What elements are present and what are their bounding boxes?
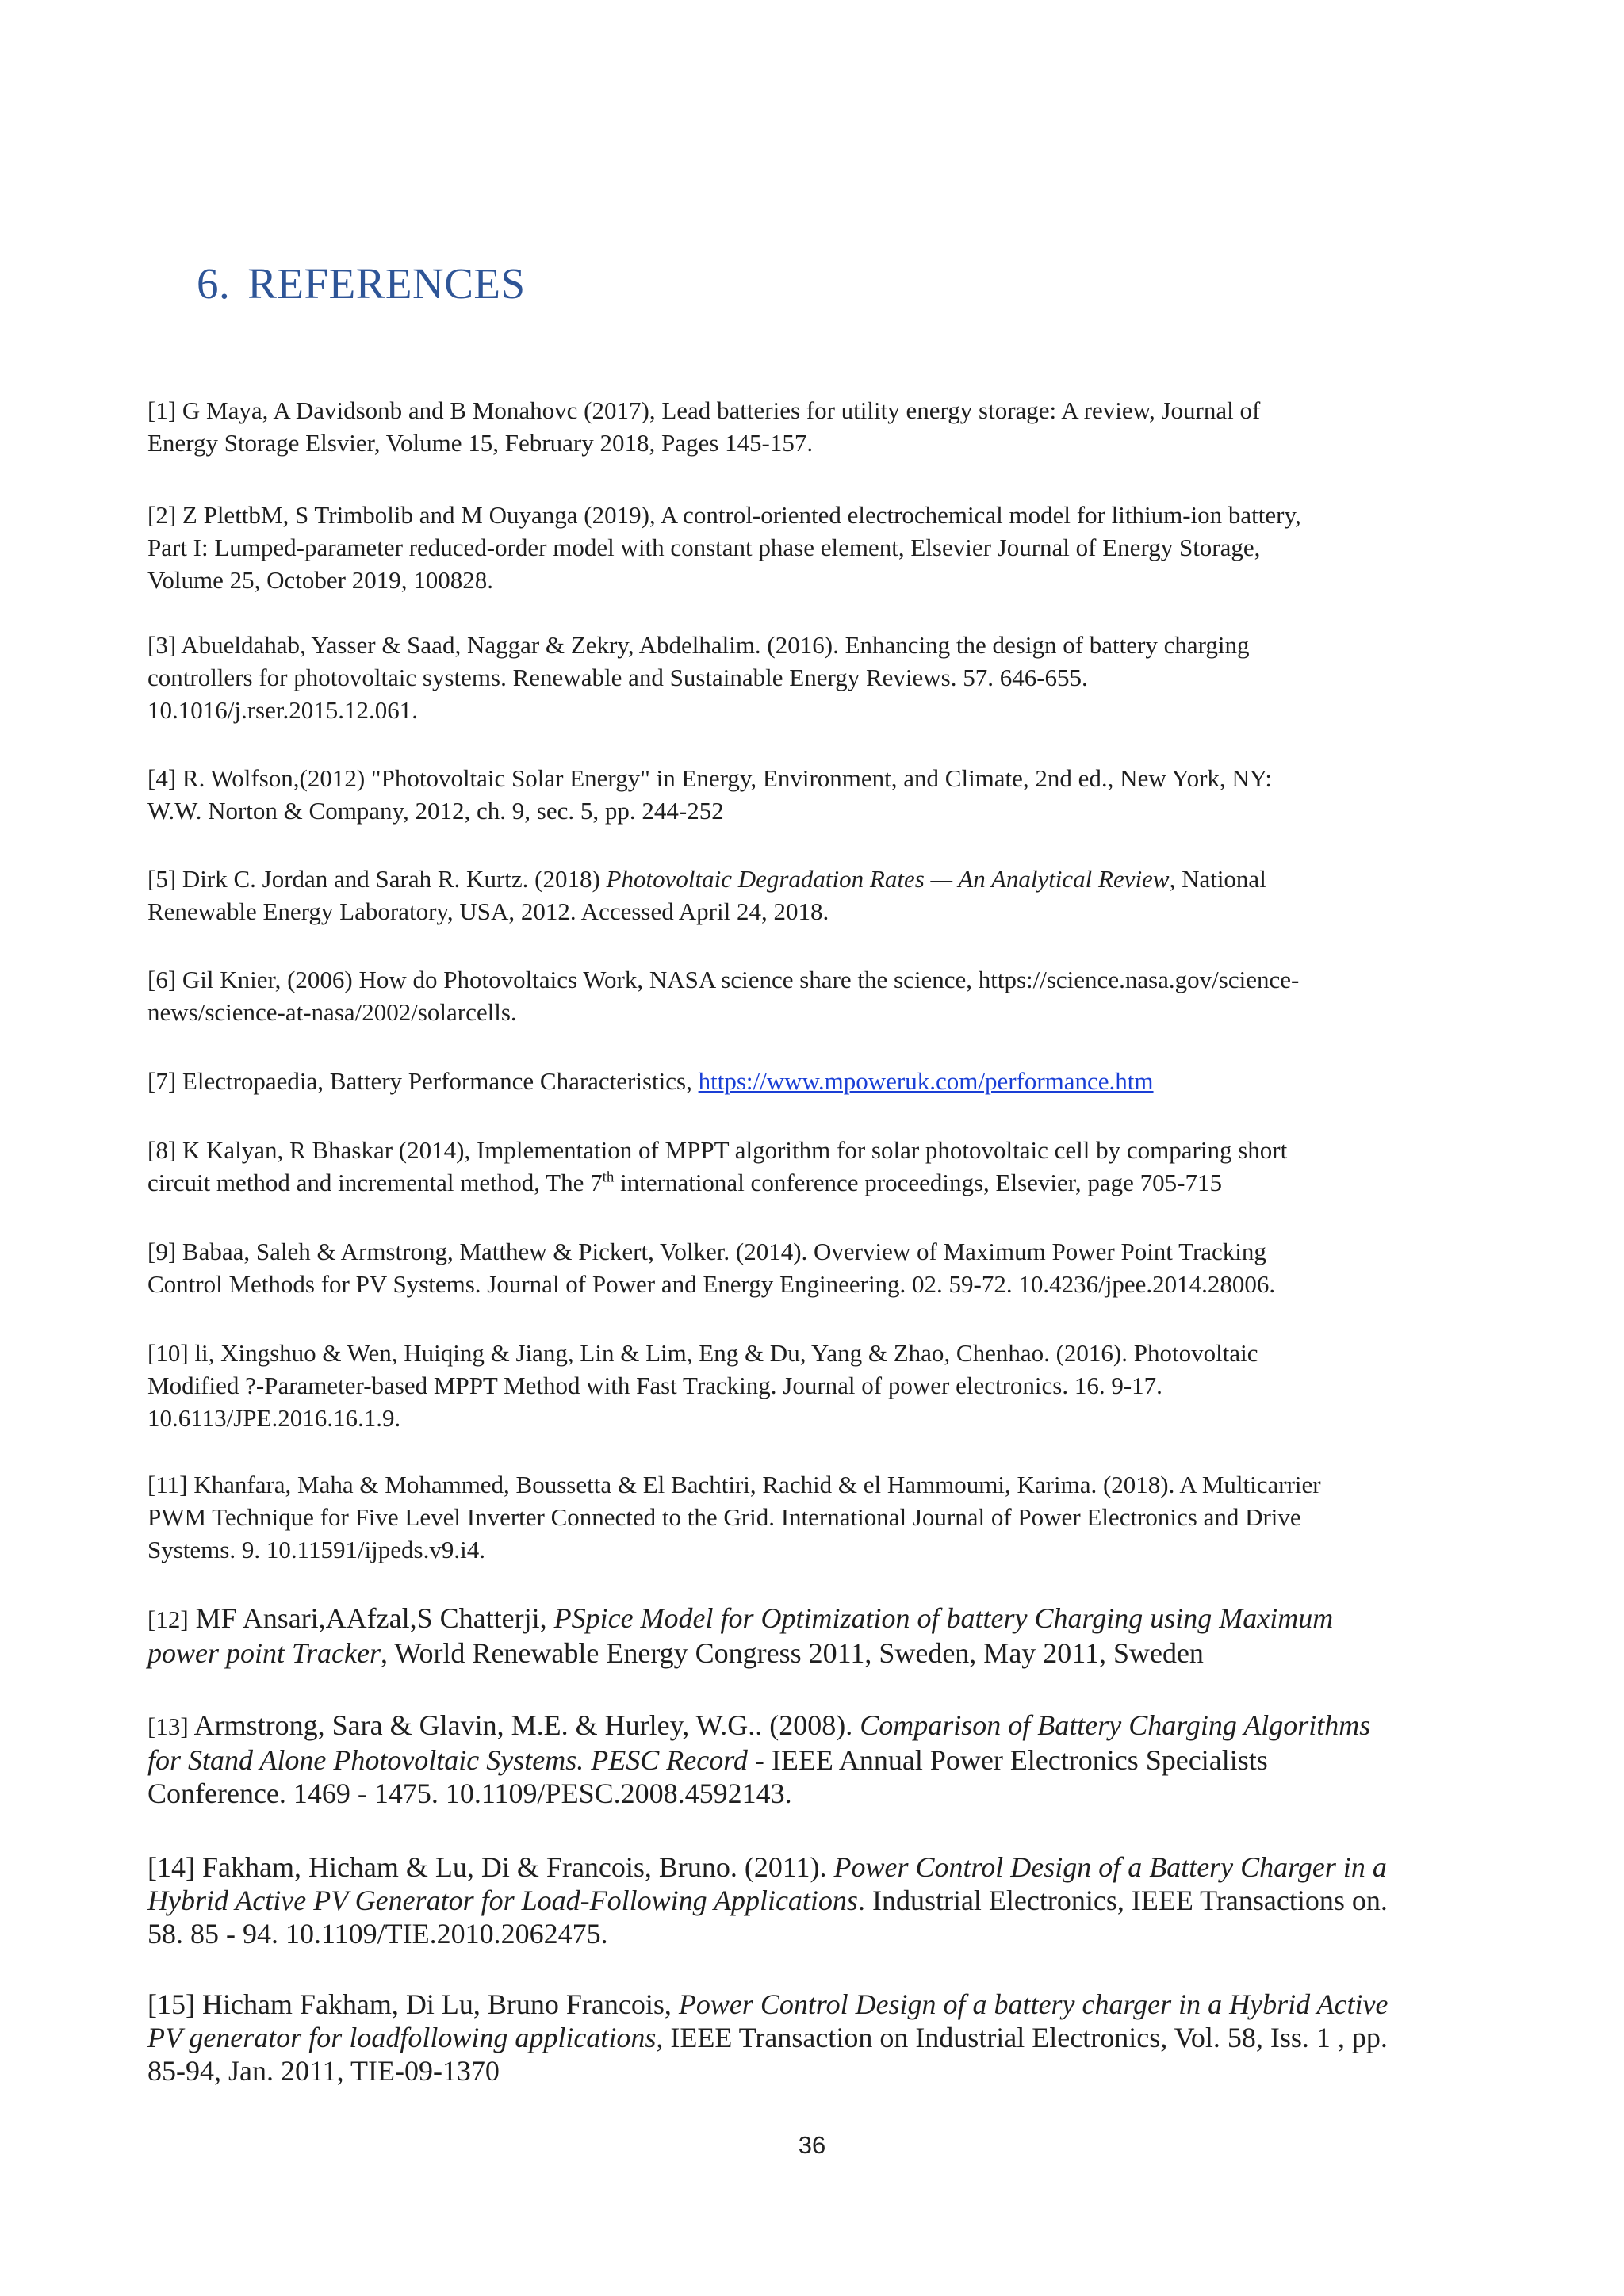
reference-text: - IEEE Annual Power Electronics Specialists — [747, 1744, 1268, 1776]
reference-line: 85-94, Jan. 2011, TIE-09-1370 — [147, 2055, 500, 2087]
section-heading — [197, 258, 526, 308]
reference-line — [147, 1166, 1464, 1199]
reference-item — [147, 1988, 1464, 2087]
reference-text: MF Ansari,AAfzal,S Chatterji, — [188, 1602, 554, 1634]
reference-line: [2] Z PlettbM, S Trimbolib and M Ouyanga (2019), A control-oriented electrochemical model for lithium-ion battery, — [147, 501, 1301, 529]
reference-link[interactable]: https://www.mpoweruk.com/performance.htm — [698, 1067, 1154, 1095]
reference-line: W.W. Norton & Company, 2012, ch. 9, sec. 5, pp. 244-252 — [147, 797, 724, 825]
reference-title-italic: Power Control Design of a battery charger in a Hybrid Active — [678, 1988, 1388, 2020]
reference-item — [147, 1709, 1464, 1810]
reference-line: controllers for photovoltaic systems. Renewable and Sustainable Energy Reviews. 57. 646-655. — [147, 664, 1088, 691]
reference-item — [147, 1337, 1464, 1434]
reference-line: 10.6113/JPE.2016.16.1.9. — [147, 1404, 401, 1432]
reference-line — [147, 1065, 1464, 1097]
reference-item — [147, 394, 1464, 459]
reference-title-italic: power point Tracker — [147, 1637, 381, 1669]
reference-title-italic: Photovoltaic Degradation Rates — An Analytical Review — [606, 865, 1170, 893]
reference-item — [147, 963, 1464, 1028]
reference-line: 58. 85 - 94. 10.1109/TIE.2010.2062475. — [147, 1918, 608, 1950]
reference-item — [147, 1235, 1464, 1300]
reference-text: [7] Electropaedia, Battery Performance Characteristics, — [147, 1067, 699, 1095]
reference-item — [147, 1850, 1464, 1950]
reference-line: [4] R. Wolfson,(2012) "Photovoltaic Solar Energy" in Energy, Environment, and Climate, 2nd ed., New York, NY: — [147, 764, 1272, 792]
reference-title-italic: Comparison of Battery Charging Algorithms — [860, 1709, 1371, 1741]
section-number: 6. — [197, 259, 231, 308]
reference-line: Control Methods for PV Systems. Journal of Power and Energy Engineering. 02. 59-72. 10.4236/jpee.2014.28006. — [147, 1270, 1276, 1298]
reference-line — [147, 1709, 1464, 1743]
reference-line: news/science-at-nasa/2002/solarcells. — [147, 998, 517, 1026]
reference-line: [11] Khanfara, Maha & Mohammed, Boussetta & El Bachtiri, Rachid & el Hammoumi, Karima. (2018). A Multicarrier — [147, 1471, 1321, 1498]
reference-item — [147, 1601, 1464, 1670]
reference-text: IEEE Transaction on Industrial Electronics, Vol. 58, Iss. 1 , pp. — [663, 2022, 1388, 2053]
reference-item — [147, 1468, 1464, 1566]
reference-line: [9] Babaa, Saleh & Armstrong, Matthew & Pickert, Volker. (2014). Overview of Maximum Power Point Tracking — [147, 1238, 1266, 1265]
reference-text: [15] Hicham Fakham, Di Lu, Bruno Francois, — [147, 1988, 679, 2020]
reference-item — [147, 1065, 1464, 1097]
reference-line — [147, 1743, 1464, 1777]
reference-title-italic: PSpice Model for Optimization of battery Charging using Maximum — [553, 1602, 1334, 1634]
reference-line: 10.1016/j.rser.2015.12.061. — [147, 696, 418, 724]
reference-line — [147, 863, 1464, 895]
reference-text: [14] Fakham, Hicham & Lu, Di & Francois, Bruno. (2011). — [147, 1851, 834, 1883]
reference-item — [147, 762, 1464, 827]
reference-line: Conference. 1469 - 1475. 10.1109/PESC.2008.4592143. — [147, 1777, 792, 1809]
reference-line — [147, 1850, 1464, 1884]
reference-line: Energy Storage Elsvier, Volume 15, February 2018, Pages 145-157. — [147, 429, 814, 457]
reference-number: [13] — [147, 1712, 189, 1740]
page-number: 36 — [798, 2131, 826, 2159]
reference-title-italic: Hybrid Active PV Generator for Load-Following Applications — [147, 1885, 858, 1916]
reference-line: [6] Gil Knier, (2006) How do Photovoltaics Work, NASA science share the science, https://science.nasa.gov/science- — [147, 966, 1300, 993]
reference-line — [147, 1636, 1464, 1670]
reference-line: Renewable Energy Laboratory, USA, 2012. Accessed April 24, 2018. — [147, 897, 829, 925]
reference-text: circuit method and incremental method, The 7 — [147, 1169, 603, 1196]
reference-line: [10] li, Xingshuo & Wen, Huiqing & Jiang, Lin & Lim, Eng & Du, Yang & Zhao, Chenhao. (2016). Photovoltaic — [147, 1339, 1258, 1367]
superscript: th — [602, 1169, 615, 1186]
reference-text: , World Renewable Energy Congress 2011, Sweden, May 2011, Sweden — [381, 1637, 1204, 1669]
section-title: REFERENCES — [247, 259, 526, 308]
reference-title-italic: for Stand Alone Photovoltaic Systems. PESC Record — [147, 1744, 748, 1776]
reference-line — [147, 1884, 1464, 1917]
reference-line: Modified ?-Parameter-based MPPT Method with Fast Tracking. Journal of power electronics. 16. 9-17. — [147, 1372, 1162, 1399]
reference-line: Part I: Lumped-parameter reduced-order model with constant phase element, Elsevier Journal of Energy Storage, — [147, 534, 1261, 561]
reference-item — [147, 1134, 1464, 1199]
reference-text: [5] Dirk C. Jordan and Sarah R. Kurtz. (2018) — [147, 865, 607, 893]
reference-line — [147, 1601, 1464, 1636]
reference-text: , National — [1169, 865, 1266, 893]
reference-line: [1] G Maya, A Davidsonb and B Monahovc (2017), Lead batteries for utility energy storage: A review, Journal of — [147, 396, 1261, 424]
reference-line — [147, 2021, 1464, 2054]
reference-number: [12] — [147, 1605, 189, 1633]
reference-title-italic: Power Control Design of a Battery Charger in a — [833, 1851, 1387, 1883]
reference-item — [147, 863, 1464, 928]
reference-item — [147, 499, 1464, 596]
reference-text: international conference proceedings, Elsevier, page 705-715 — [614, 1169, 1222, 1196]
reference-title-italic: PV generator for loadfollowing applications, — [147, 2022, 664, 2053]
reference-text: . Industrial Electronics, IEEE Transactions on. — [857, 1885, 1388, 1916]
reference-line: [3] Abueldahab, Yasser & Saad, Naggar & Zekry, Abdelhalim. (2016). Enhancing the design of battery charging — [147, 631, 1250, 659]
reference-item — [147, 629, 1464, 726]
reference-text: Armstrong, Sara & Glavin, M.E. & Hurley, W.G.. (2008). — [188, 1709, 860, 1741]
reference-line — [147, 1988, 1464, 2021]
reference-line: Systems. 9. 10.11591/ijpeds.v9.i4. — [147, 1536, 485, 1563]
reference-line: [8] K Kalyan, R Bhaskar (2014), Implementation of MPPT algorithm for solar photovoltaic cell by comparing short — [147, 1136, 1288, 1164]
reference-line: Volume 25, October 2019, 100828. — [147, 566, 493, 594]
reference-line: PWM Technique for Five Level Inverter Connected to the Grid. International Journal of Power Electronics and Drive — [147, 1503, 1301, 1531]
